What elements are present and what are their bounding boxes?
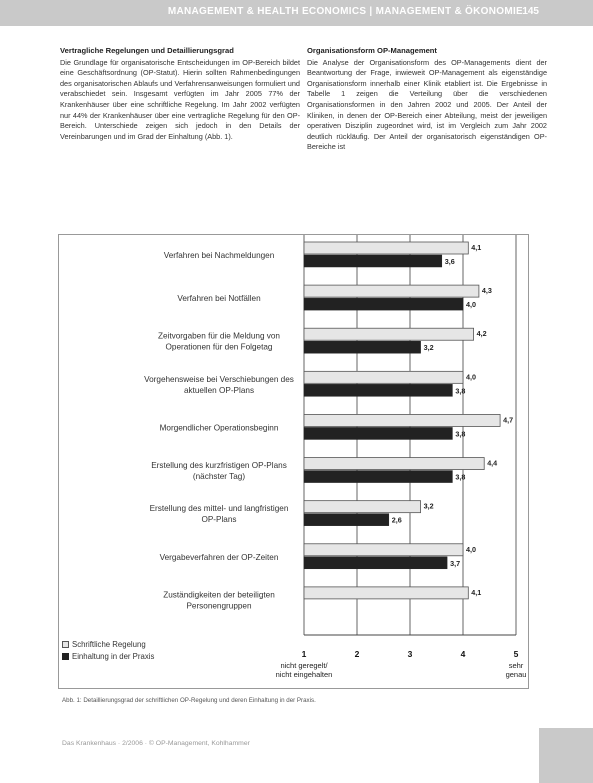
- figure-caption: Abb. 1: Detaillierungsgrad der schriftlichen OP-Regelung und deren Einhaltung in der Praxis.: [62, 697, 316, 704]
- bar-practice: [304, 514, 389, 526]
- bar-practice: [304, 298, 463, 310]
- legend-swatch-written: [62, 641, 69, 648]
- category-label: Vergabeverfahren der OP-Zeiten: [159, 552, 279, 562]
- bar-chart: [59, 235, 530, 690]
- value-label-practice: 3,6: [444, 257, 455, 266]
- header-bar: [0, 0, 593, 26]
- legend-label-written: Schriftliche Regelung: [72, 640, 146, 649]
- value-label-written: 4,3: [481, 286, 492, 296]
- category-label: Vorgehensweise bei Verschiebungen des: [144, 374, 294, 384]
- value-label-written: 4,0: [466, 544, 476, 554]
- legend-item-written: [62, 640, 184, 650]
- value-label-practice: 4,0: [466, 300, 476, 310]
- category-label: Verfahren bei Nachmeldungen: [163, 251, 275, 260]
- right-column-text: Die Analyse der Organisationsform des OP-Managements dient der Beantwortung der Frage, inwieweit OP-Management als eigenständige Organisationsform innerhalb einer Klinik etabliert ist. Die Ergebnisse in Tabelle 1 zeigen die Verteilung über die verschiedenen Organisationsformen in den Jahren 2002 und 2005. Der Anteil der Kliniken, in denen der OP-Bereich einer Abteilung, meist der jeweiligen operativen Disziplin zugeordnet wird, ist im Vergleich zum Jahr 2002 deutlich rückläufig. Der Anteil der organisatorisch eigenständigen OP-Bereiche ist: [307, 57, 547, 152]
- x-tick-label: 4: [460, 649, 466, 659]
- chart-legend: [62, 640, 184, 688]
- category-label: (nächster Tag): [192, 472, 246, 482]
- x-axis-high-label: genau: [505, 670, 527, 679]
- legend-swatch-practice: [62, 653, 69, 660]
- x-tick-label: 1: [301, 649, 307, 659]
- value-label-practice: 3,2: [423, 343, 434, 353]
- right-text-column: [307, 46, 547, 153]
- category-label: Erstellung des kurzfristigen OP-Plans: [151, 461, 287, 471]
- left-column-heading: Vertragliche Regelungen und Detaillierungsgrad: [60, 46, 234, 55]
- bar-practice: [304, 384, 452, 396]
- bar-written: [304, 414, 500, 426]
- value-label-practice: 3,7: [450, 558, 461, 568]
- category-label: Morgendlicher Operationsbeginn: [159, 423, 279, 433]
- bar-written: [304, 285, 479, 297]
- bar-practice: [304, 471, 452, 483]
- bar-written: [304, 242, 468, 254]
- category-label: Zuständigkeiten der beteiligten: [163, 590, 275, 600]
- value-label-written: 4,1: [471, 587, 482, 597]
- x-tick-label: 2: [354, 649, 360, 659]
- x-tick-label: 3: [407, 649, 413, 659]
- footer-tab: [539, 728, 593, 783]
- value-label-practice: 3,8: [455, 472, 466, 482]
- value-label-practice: 3,8: [455, 386, 466, 396]
- category-label: Verfahren bei Notfällen: [177, 294, 261, 304]
- bar-written: [304, 501, 421, 513]
- page-footer: Das Krankenhaus · 2/2006 · © OP-Management, Kohlhammer: [62, 740, 250, 747]
- chart-container: [58, 234, 529, 689]
- value-label-written: 3,2: [423, 501, 434, 511]
- x-axis-low-label: nicht eingehalten: [275, 670, 333, 679]
- right-column-heading: Organisationsform OP-Management: [307, 46, 437, 55]
- x-tick-label: 5: [513, 649, 519, 659]
- category-label: Zeitvorgaben für die Meldung von: [158, 331, 280, 341]
- legend-item-practice: [62, 652, 184, 662]
- value-label-written: 4,2: [476, 329, 487, 339]
- page-number: 145: [522, 6, 539, 17]
- bar-practice: [304, 557, 447, 569]
- legend-label-practice: Einhaltung in der Praxis: [72, 651, 155, 661]
- value-label-practice: 2,6: [391, 515, 402, 525]
- x-axis-low-label: nicht geregelt/: [280, 661, 328, 670]
- value-label-written: 4,1: [471, 243, 482, 252]
- x-axis-high-label: sehr: [508, 661, 524, 670]
- value-label-written: 4,7: [503, 415, 514, 425]
- bar-practice: [304, 341, 421, 353]
- category-label: OP-Plans: [201, 515, 237, 525]
- header-title: MANAGEMENT & HEALTH ECONOMICS | MANAGEMENT & ÖKONOMIE: [167, 6, 523, 17]
- left-column-text: Die Grundlage für organisatorische Entscheidungen im OP-Bereich bildet eine Geschäftsordnung (OP-Statut). Hierin sollten Rahmenbedingungen des organisatorischen Ablaufs und Verfahrensanweisungen formuliert und verabschiedet sein. Insgesamt verfügten im Jahr 2005 77% der Krankenhäuser über eine schriftliche Regelung. Im Jahr 2002 verfügten nur 44% der Krankenhäuser über eine vertragliche Regelung für den OP-Bereich. Unterschiede zeigen sich jedoch in den Details der Vereinbarungen und im Grad der Einhaltung (Abb. 1).: [60, 57, 300, 141]
- category-label: aktuellen OP-Plans: [183, 385, 255, 395]
- bar-written: [304, 371, 463, 383]
- bar-practice: [304, 255, 442, 267]
- value-label-practice: 3,8: [455, 429, 466, 439]
- bar-written: [304, 587, 468, 599]
- bar-written: [304, 328, 474, 340]
- value-label-written: 4,0: [466, 372, 476, 382]
- bar-practice: [304, 427, 452, 439]
- bar-written: [304, 458, 484, 470]
- bar-written: [304, 544, 463, 556]
- category-label: Operationen für den Folgetag: [165, 342, 273, 352]
- category-label: Personengruppen: [186, 601, 252, 611]
- value-label-written: 4,4: [487, 458, 498, 468]
- left-text-column: [60, 46, 300, 142]
- category-label: Erstellung des mittel- und langfristigen: [149, 504, 289, 514]
